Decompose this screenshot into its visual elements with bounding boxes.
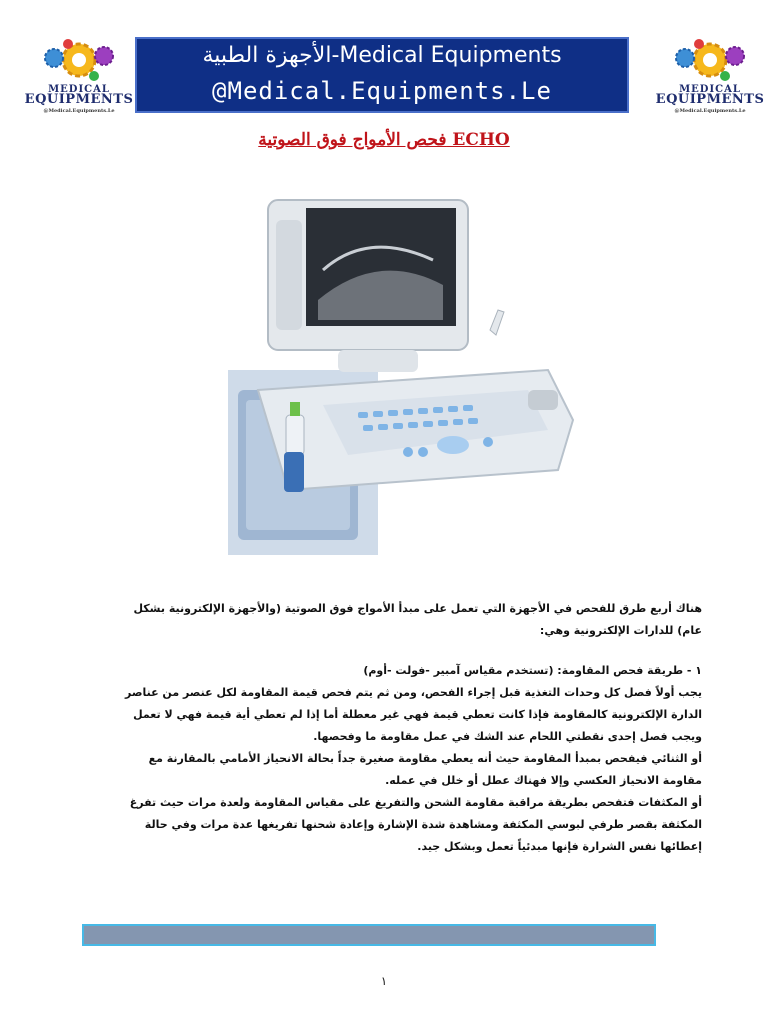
section-line: أو الثنائي فيفحص بمبدأ المقاومة حيث أنه يعطي مقاومة صغيرة جداً بحالة الانحياز الأمامي بالمقارنة مع (148, 752, 702, 765)
intro-line-1: هناك أربع طرق للفحص في الأجهزة التي تعمل على مبدأ الأمواج فوق الصوتية (والأجهزة الإلكترونية بشكل (133, 602, 702, 615)
logo-left (24, 36, 134, 112)
gear-icon (655, 36, 765, 84)
banner-title: الأجهزة الطبية-Medical Equipments (202, 43, 562, 68)
section-line: إعطائها نفس الشرارة فإنها مبدئياً تعمل وبشكل جيد. (417, 840, 702, 853)
section-line: الدارة الإلكترونية كالمقاومة فإذا كانت تعطي قيمة فهي غير معطلة أما إذا لم تعطي أية قيمة فهي لا تعمل (133, 708, 702, 721)
intro-paragraph (62, 598, 702, 642)
footer-bar (82, 924, 656, 946)
logo-right-top-text: MEDICAL (679, 84, 741, 95)
page-number: ١ (380, 974, 388, 988)
resistance-test-section (62, 660, 702, 858)
section-line: أو المكثفات فتفحص بطريقة مراقبة مقاومة الشحن والتفريغ على مقياس المقاومة ولعدة مرات حيث تفرغ (129, 796, 702, 809)
logo-left-bottom-text: EQUIPMENTS (24, 92, 134, 107)
ultrasound-machine-image (228, 190, 578, 555)
logo-left-handle: @Medical.Equipments.Le (43, 108, 115, 114)
logo-right-handle: @Medical.Equipments.Le (674, 108, 746, 114)
section-line: المكثفة بقصر طرفي لبوسي المكثفة ومشاهدة شدة الإشارة وإعادة شحنها تفريغها عدة مرات وفي حالة (144, 818, 702, 831)
section-line: ويجب فصل إحدى نقطتي اللحام عند الشك في عمل مقاومة ما وفحصها. (313, 730, 702, 743)
section-line: مقاومة الانحياز العكسي وإلا فهناك عطل أو خلل في عمله. (385, 774, 702, 787)
logo-left-top-text: MEDICAL (48, 84, 110, 95)
intro-line-2: عام) للدارات الإلكترونية وهي: (539, 624, 702, 637)
section-line: يجب أولاً فصل كل وحدات التغذية قبل إجراء الفحص، ومن ثم يتم فحص قيمة المقاومة لكل عنصر من عناصر (124, 686, 702, 699)
page-title: فحص الأمواج فوق الصوتية ECHO (258, 130, 510, 150)
logo-right-bottom-text: EQUIPMENTS (655, 92, 765, 107)
gear-icon (24, 36, 134, 84)
banner-handle: @Medical.Equipments.Le (212, 77, 552, 105)
section-heading: ١ - طريقة فحص المقاومة: (تستخدم مقياس آمبير -فولت -أوم) (363, 664, 702, 677)
logo-right (655, 36, 765, 112)
header-banner (135, 37, 629, 113)
